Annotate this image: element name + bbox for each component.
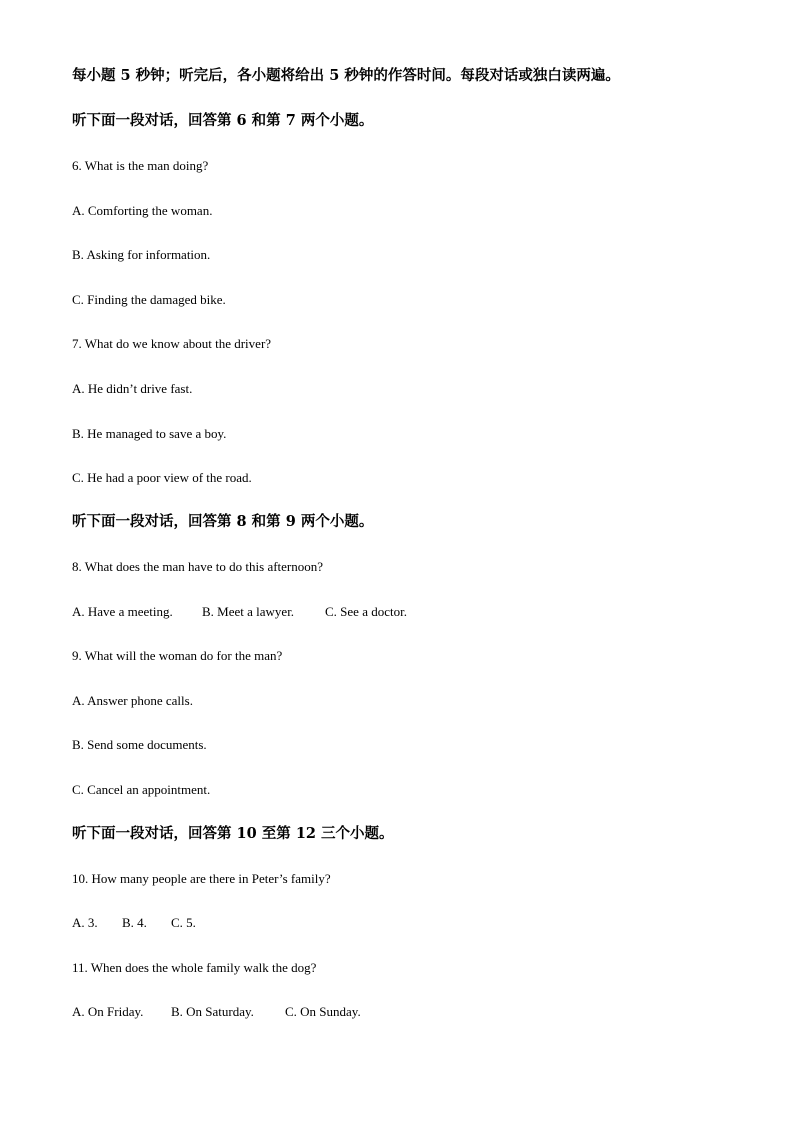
section-heading-8-9: 听下面一段对话，回答第 8 和第 9 两个小题。: [72, 513, 374, 530]
question-6: 6. What is the man doing?: [72, 158, 209, 173]
q7-option-b: B. He managed to save a boy.: [72, 426, 227, 441]
q10-options-row: [72, 914, 196, 932]
q9-option-b: B. Send some documents.: [72, 737, 207, 752]
q7-option-c: C. He had a poor view of the road.: [72, 470, 252, 485]
q8-options-row: [72, 603, 407, 621]
q11-option-a: A. On Friday.: [72, 1004, 144, 1019]
q11-options-row: [72, 1003, 361, 1021]
q9-option-a: A. Answer phone calls.: [72, 693, 193, 708]
question-10: 10. How many people are there in Peter’s family?: [72, 871, 331, 886]
q11-option-c: C. On Sunday.: [285, 1004, 361, 1019]
q8-option-a: A. Have a meeting.: [72, 604, 173, 619]
question-9: 9. What will the woman do for the man?: [72, 648, 283, 663]
q10-option-a: A. 3.: [72, 915, 98, 930]
section-heading-10-12: 听下面一段对话，回答第 10 至第 12 三个小题。: [72, 825, 394, 842]
q10-option-c: C. 5.: [171, 915, 196, 930]
q6-option-a: A. Comforting the woman.: [72, 203, 213, 218]
q6-option-b: B. Asking for information.: [72, 247, 211, 262]
q11-option-b: B. On Saturday.: [171, 1004, 254, 1019]
q10-option-b: B. 4.: [122, 915, 147, 930]
q8-option-c: C. See a doctor.: [325, 604, 407, 619]
q9-option-c: C. Cancel an appointment.: [72, 782, 211, 797]
question-7: 7. What do we know about the driver?: [72, 336, 272, 351]
question-8: 8. What does the man have to do this afternoon?: [72, 559, 324, 574]
q8-option-b: B. Meet a lawyer.: [202, 604, 295, 619]
instructions-text: 每小题 5 秒钟；听完后，各小题将给出 5 秒钟的作答时间。每段对话或独白读两遍。: [72, 67, 620, 84]
question-11: 11. When does the whole family walk the dog?: [72, 960, 317, 975]
q7-option-a: A. He didn’t drive fast.: [72, 381, 193, 396]
q6-option-c: C. Finding the damaged bike.: [72, 292, 226, 307]
section-heading-6-7: 听下面一段对话，回答第 6 和第 7 两个小题。: [72, 112, 374, 129]
